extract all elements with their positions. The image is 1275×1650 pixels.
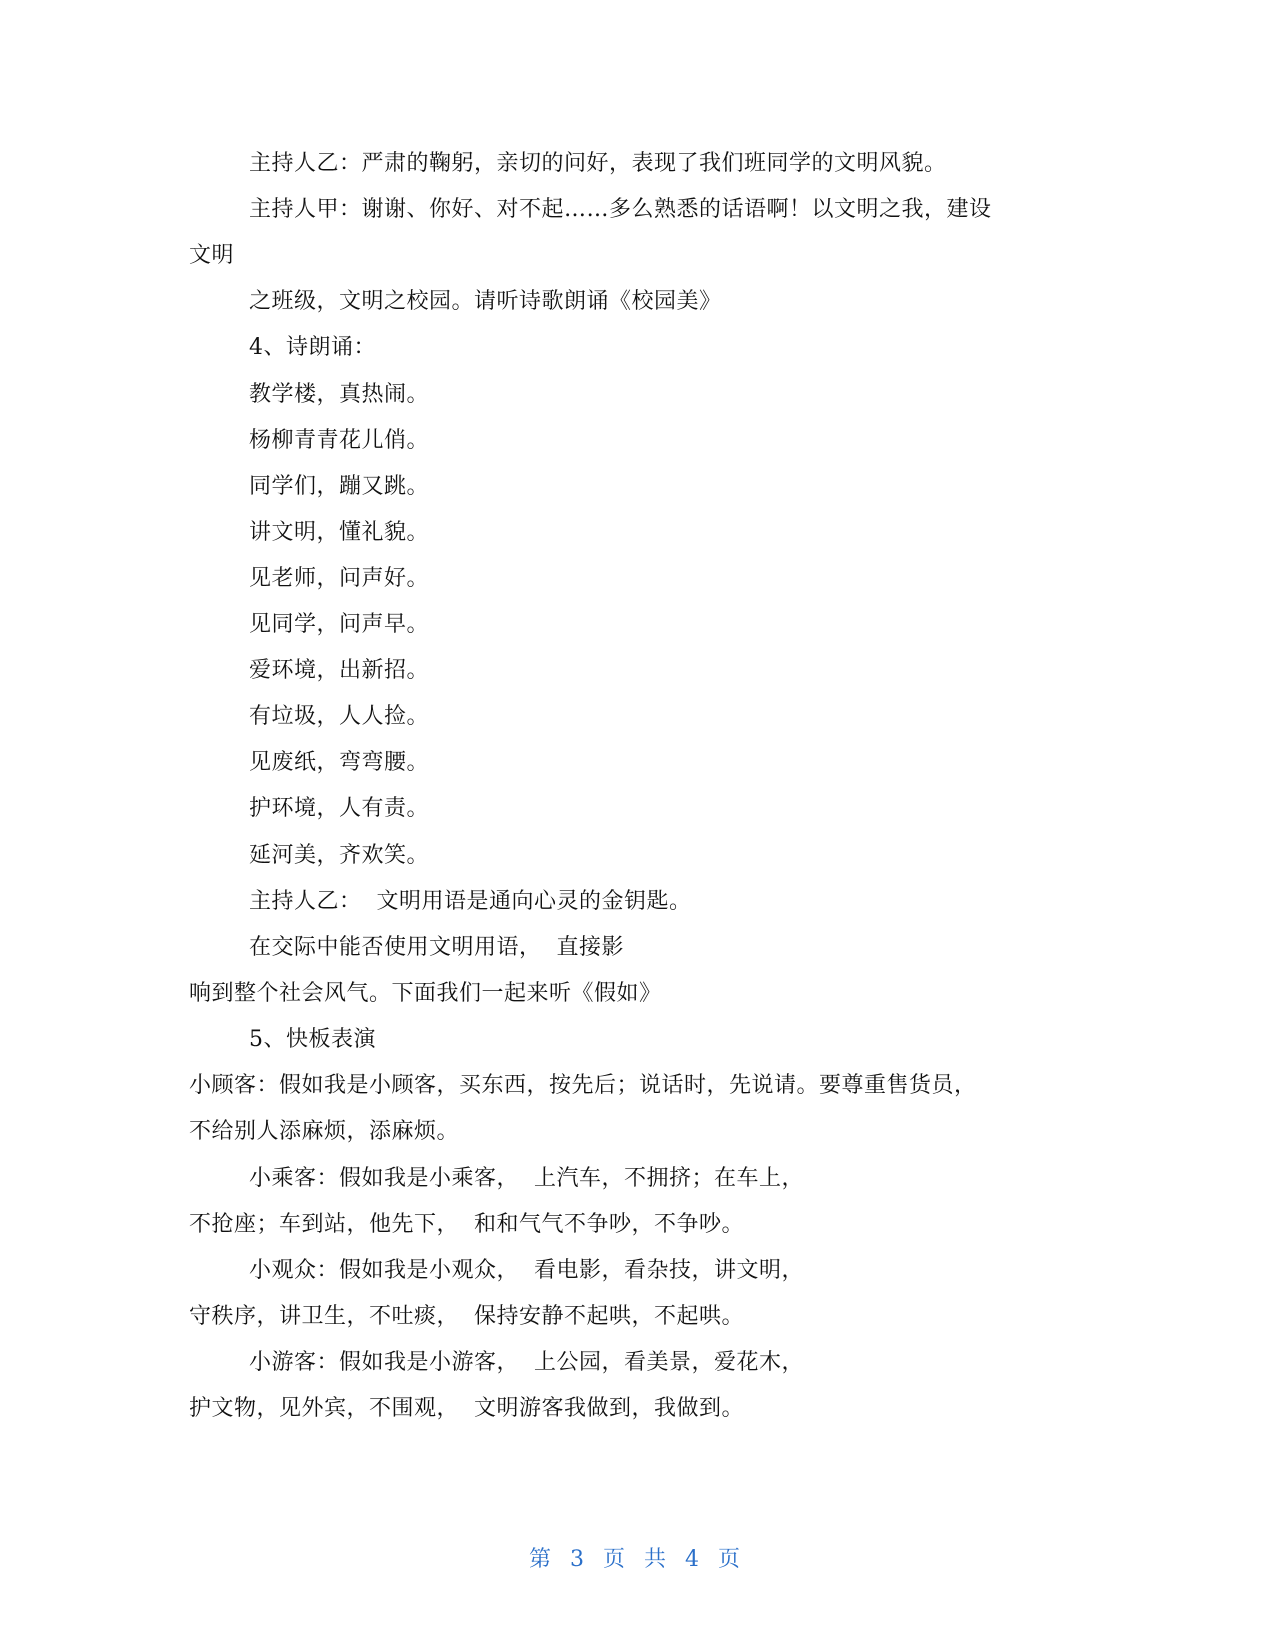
text-line: 主持人乙： 文明用语是通向心灵的金钥匙。 [249,889,692,914]
poem-line: 教学楼，真热闹。 [249,382,430,407]
poem-line: 见同学，问声早。 [249,612,430,637]
text-line: 守秩序，讲卫生，不吐痰， 保持安静不起哄，不起哄。 [189,1304,744,1329]
section-heading: 5、快板表演 [249,1027,376,1052]
text-line: 主持人甲：谢谢、你好、对不起……多么熟悉的话语啊！以文明之我，建设 [249,197,992,222]
text-line: 小乘客：假如我是小乘客， 上汽车，不拥挤；在车上， [249,1166,804,1191]
text-line: 不抢座；车到站，他先下， 和和气气不争吵，不争吵。 [189,1212,744,1237]
poem-line: 护环境，人有责。 [249,796,430,821]
poem-line: 爱环境，出新招。 [249,658,430,683]
text-line: 响到整个社会风气。下面我们一起来听《假如》 [189,981,662,1006]
section-heading: 4、诗朗诵： [249,335,376,360]
poem-line: 有垃圾，人人捡。 [249,704,430,729]
poem-line: 讲文明，懂礼貌。 [249,520,430,545]
text-line: 小游客：假如我是小游客， 上公园，看美景，爱花木， [249,1350,804,1375]
text-line: 文明 [189,243,235,268]
poem-line: 同学们，蹦又跳。 [249,474,430,499]
text-line: 不给别人添麻烦，添麻烦。 [189,1119,460,1144]
text-line: 小顾客：假如我是小顾客，买东西，按先后；说话时，先说请。要尊重售货员， [189,1073,977,1098]
text-line: 护文物，见外宾，不围观， 文明游客我做到，我做到。 [189,1396,744,1421]
page-number-footer: 第 3 页 共 4 页 [529,1547,746,1572]
poem-line: 延河美，齐欢笑。 [249,843,430,868]
text-line: 主持人乙：严肃的鞠躬，亲切的问好，表现了我们班同学的文明风貌。 [249,151,947,176]
text-line: 在交际中能否使用文明用语， 直接影 [249,935,624,960]
poem-line: 见废纸，弯弯腰。 [249,750,430,775]
text-line: 之班级，文明之校园。请听诗歌朗诵《校园美》 [249,289,722,314]
poem-line: 见老师，问声好。 [249,566,430,591]
poem-line: 杨柳青青花儿俏。 [249,428,430,453]
text-line: 小观众：假如我是小观众， 看电影，看杂技，讲文明， [249,1258,804,1283]
